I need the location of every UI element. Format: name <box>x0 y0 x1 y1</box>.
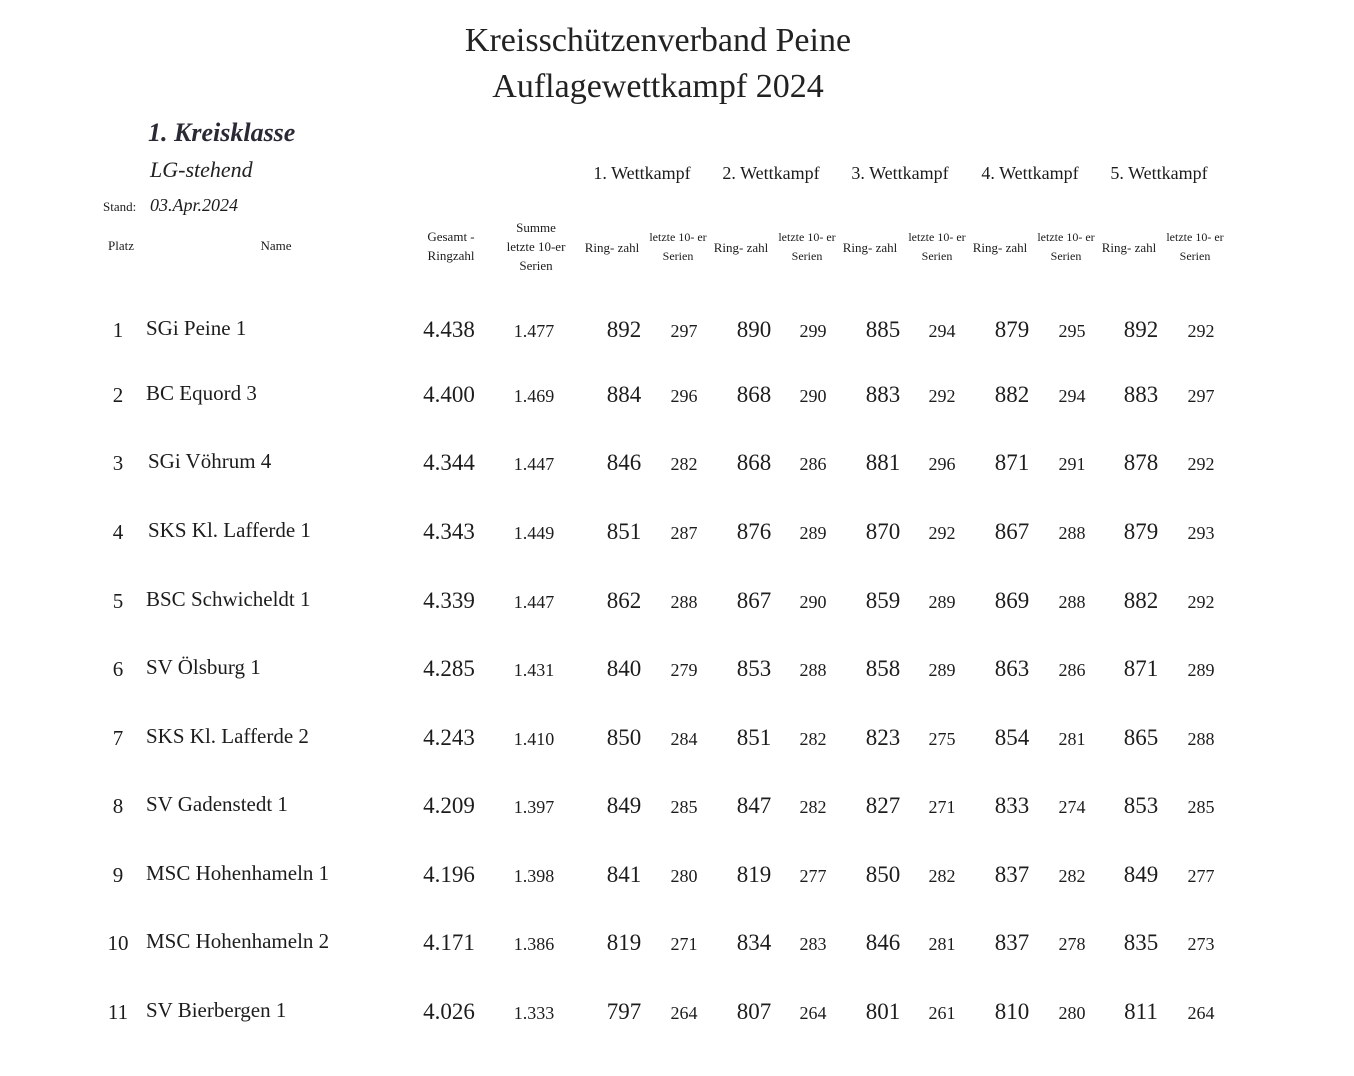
page-subtitle: Auflagewettkampf 2024 <box>492 68 824 105</box>
gesamt-cell: 4.243 <box>423 725 475 750</box>
letzte-serien-cell: 271 <box>670 934 698 954</box>
gesamt-cell: 4.209 <box>423 793 475 818</box>
platz-cell: 10 <box>107 931 129 955</box>
ringzahl-cell: 797 <box>606 999 642 1024</box>
letzte-serien-cell: 297 <box>670 321 698 341</box>
letzte-serien-cell: 264 <box>799 1003 827 1023</box>
letzte-serien-cell: 282 <box>799 797 827 817</box>
ringzahl-cell: 865 <box>1123 725 1159 750</box>
name-cell: SV Bierbergen 1 <box>146 998 287 1022</box>
platz-cell: 8 <box>112 794 124 818</box>
ringzahl-cell: 837 <box>994 930 1030 955</box>
ringzahl-cell: 878 <box>1123 450 1159 475</box>
platz-cell: 3 <box>112 451 124 475</box>
ringzahl-cell: 854 <box>994 725 1030 750</box>
ringzahl-cell: 862 <box>606 588 642 613</box>
column-header-letzte: letzte 10- er Serien <box>649 230 707 263</box>
ringzahl-cell: 823 <box>865 725 901 750</box>
letzte-serien-cell: 281 <box>1058 729 1086 749</box>
letzte-serien-cell: 271 <box>928 797 956 817</box>
name-cell: SGi Peine 1 <box>146 316 247 340</box>
ringzahl-cell: 882 <box>994 382 1030 407</box>
letzte-serien-cell: 281 <box>928 934 956 954</box>
gesamt-cell: 4.400 <box>423 382 475 407</box>
summe-cell: 1.447 <box>513 454 555 474</box>
column-header-name: Name <box>260 238 292 253</box>
summe-cell: 1.398 <box>513 866 555 886</box>
ringzahl-cell: 846 <box>606 450 642 475</box>
letzte-serien-cell: 264 <box>1187 1003 1215 1023</box>
letzte-serien-cell: 279 <box>670 660 698 680</box>
name-cell: SKS Kl. Lafferde 2 <box>146 724 309 748</box>
column-header-gesamt: Gesamt - Ringzahl <box>427 229 475 263</box>
letzte-serien-cell: 292 <box>928 523 956 543</box>
letzte-serien-cell: 283 <box>799 934 827 954</box>
column-header-ringzahl: Ring- zahl <box>842 240 898 255</box>
ringzahl-cell: 851 <box>736 725 772 750</box>
letzte-serien-cell: 290 <box>799 386 827 406</box>
ringzahl-cell: 867 <box>994 519 1030 544</box>
letzte-serien-cell: 294 <box>928 321 956 341</box>
ringzahl-cell: 868 <box>736 450 772 475</box>
stand-date: 03.Apr.2024 <box>150 195 239 215</box>
summe-cell: 1.449 <box>513 523 555 543</box>
gesamt-cell: 4.285 <box>423 656 475 681</box>
ringzahl-cell: 841 <box>606 862 642 887</box>
wettkampf-header: 2. Wettkampf <box>722 163 820 183</box>
letzte-serien-cell: 296 <box>928 454 956 474</box>
letzte-serien-cell: 288 <box>670 592 698 612</box>
letzte-serien-cell: 287 <box>670 523 698 543</box>
ringzahl-cell: 801 <box>865 999 901 1024</box>
letzte-serien-cell: 292 <box>1187 454 1215 474</box>
letzte-serien-cell: 277 <box>799 866 827 886</box>
letzte-serien-cell: 277 <box>1187 866 1215 886</box>
summe-cell: 1.410 <box>513 729 555 749</box>
ringzahl-cell: 883 <box>865 382 901 407</box>
ringzahl-cell: 807 <box>736 999 772 1024</box>
letzte-serien-cell: 296 <box>670 386 698 406</box>
ringzahl-cell: 835 <box>1123 930 1159 955</box>
gesamt-cell: 4.343 <box>423 519 475 544</box>
letzte-serien-cell: 289 <box>1187 660 1215 680</box>
letzte-serien-cell: 288 <box>1187 729 1215 749</box>
wettkampf-header: 1. Wettkampf <box>593 163 691 183</box>
page-title: Kreisschützenverband Peine <box>464 22 852 59</box>
ringzahl-cell: 892 <box>606 317 642 342</box>
ringzahl-cell: 870 <box>865 519 901 544</box>
name-cell: MSC Hohenhameln 2 <box>146 929 330 953</box>
letzte-serien-cell: 282 <box>1058 866 1086 886</box>
name-cell: SV Ölsburg 1 <box>146 655 261 679</box>
letzte-serien-cell: 292 <box>1187 592 1215 612</box>
gesamt-cell: 4.171 <box>423 930 475 955</box>
column-header-letzte: letzte 10- er Serien <box>778 230 836 263</box>
letzte-serien-cell: 280 <box>670 866 698 886</box>
ringzahl-cell: 847 <box>736 793 772 818</box>
letzte-serien-cell: 293 <box>1187 523 1215 543</box>
discipline-label: LG-stehend <box>150 157 253 182</box>
letzte-serien-cell: 282 <box>670 454 698 474</box>
wettkampf-header: 4. Wettkampf <box>981 163 1079 183</box>
ringzahl-cell: 853 <box>1123 793 1159 818</box>
ringzahl-cell: 884 <box>606 382 642 407</box>
summe-cell: 1.469 <box>513 386 555 406</box>
column-header-ringzahl: Ring- zahl <box>584 240 640 255</box>
ringzahl-cell: 819 <box>736 862 772 887</box>
ringzahl-cell: 819 <box>606 930 642 955</box>
letzte-serien-cell: 286 <box>799 454 827 474</box>
wettkampf-header: 3. Wettkampf <box>851 163 949 183</box>
ringzahl-cell: 851 <box>606 519 642 544</box>
letzte-serien-cell: 288 <box>1058 523 1086 543</box>
platz-cell: 11 <box>107 1000 129 1024</box>
letzte-serien-cell: 275 <box>928 729 956 749</box>
ringzahl-cell: 871 <box>994 450 1030 475</box>
letzte-serien-cell: 273 <box>1187 934 1215 954</box>
ringzahl-cell: 869 <box>994 588 1030 613</box>
ringzahl-cell: 879 <box>1123 519 1159 544</box>
column-header-ringzahl: Ring- zahl <box>1101 240 1157 255</box>
ringzahl-cell: 867 <box>736 588 772 613</box>
letzte-serien-cell: 274 <box>1058 797 1086 817</box>
letzte-serien-cell: 280 <box>1058 1003 1086 1023</box>
ringzahl-cell: 810 <box>994 999 1030 1024</box>
summe-cell: 1.333 <box>513 1003 555 1023</box>
name-cell: MSC Hohenhameln 1 <box>146 861 330 885</box>
letzte-serien-cell: 289 <box>799 523 827 543</box>
letzte-serien-cell: 292 <box>928 386 956 406</box>
ringzahl-cell: 850 <box>865 862 901 887</box>
summe-cell: 1.431 <box>513 660 555 680</box>
ringzahl-cell: 881 <box>865 450 901 475</box>
letzte-serien-cell: 290 <box>799 592 827 612</box>
letzte-serien-cell: 285 <box>670 797 698 817</box>
ringzahl-cell: 883 <box>1123 382 1159 407</box>
name-cell: SKS Kl. Lafferde 1 <box>148 518 311 542</box>
letzte-serien-cell: 286 <box>1058 660 1086 680</box>
ringzahl-cell: 863 <box>994 656 1030 681</box>
letzte-serien-cell: 289 <box>928 592 956 612</box>
gesamt-cell: 4.438 <box>423 317 475 342</box>
letzte-serien-cell: 299 <box>799 321 827 341</box>
ringzahl-cell: 850 <box>606 725 642 750</box>
platz-cell: 9 <box>112 863 124 887</box>
letzte-serien-cell: 291 <box>1058 454 1086 474</box>
platz-cell: 2 <box>112 383 124 407</box>
ringzahl-cell: 882 <box>1123 588 1159 613</box>
summe-cell: 1.386 <box>513 934 555 954</box>
letzte-serien-cell: 294 <box>1058 386 1086 406</box>
gesamt-cell: 4.196 <box>423 862 475 887</box>
platz-cell: 4 <box>112 520 124 544</box>
wettkampf-header: 5. Wettkampf <box>1110 163 1208 183</box>
letzte-serien-cell: 288 <box>1058 592 1086 612</box>
name-cell: BC Equord 3 <box>146 381 257 405</box>
stand-label: Stand: <box>103 199 137 214</box>
letzte-serien-cell: 297 <box>1187 386 1215 406</box>
platz-cell: 5 <box>112 589 124 613</box>
letzte-serien-cell: 288 <box>799 660 827 680</box>
ringzahl-cell: 837 <box>994 862 1030 887</box>
ringzahl-cell: 885 <box>865 317 901 342</box>
letzte-serien-cell: 261 <box>928 1003 956 1023</box>
letzte-serien-cell: 292 <box>1187 321 1215 341</box>
ringzahl-cell: 840 <box>606 656 642 681</box>
letzte-serien-cell: 278 <box>1058 934 1086 954</box>
summe-cell: 1.397 <box>513 797 555 817</box>
summe-cell: 1.477 <box>513 321 555 341</box>
ringzahl-cell: 849 <box>606 793 642 818</box>
ringzahl-cell: 811 <box>1124 999 1158 1024</box>
ringzahl-cell: 827 <box>865 793 901 818</box>
column-header-letzte: letzte 10- er Serien <box>1037 230 1095 263</box>
column-header-letzte: letzte 10- er Serien <box>908 230 966 263</box>
platz-cell: 1 <box>112 318 124 342</box>
letzte-serien-cell: 264 <box>670 1003 698 1023</box>
letzte-serien-cell: 282 <box>799 729 827 749</box>
ringzahl-cell: 859 <box>865 588 901 613</box>
klasse-heading: 1. Kreisklasse <box>148 118 296 147</box>
ringzahl-cell: 833 <box>994 793 1030 818</box>
ringzahl-cell: 879 <box>994 317 1030 342</box>
ringzahl-cell: 892 <box>1123 317 1159 342</box>
gesamt-cell: 4.339 <box>423 588 475 613</box>
ringzahl-cell: 868 <box>736 382 772 407</box>
ringzahl-cell: 871 <box>1123 656 1159 681</box>
column-header-ringzahl: Ring- zahl <box>972 240 1028 255</box>
ringzahl-cell: 853 <box>736 656 772 681</box>
ringzahl-cell: 890 <box>736 317 772 342</box>
name-cell: BSC Schwicheldt 1 <box>146 587 311 611</box>
column-header-letzte: letzte 10- er Serien <box>1166 230 1224 263</box>
column-header-ringzahl: Ring- zahl <box>713 240 769 255</box>
summe-cell: 1.447 <box>513 592 555 612</box>
letzte-serien-cell: 285 <box>1187 797 1215 817</box>
letzte-serien-cell: 282 <box>928 866 956 886</box>
gesamt-cell: 4.026 <box>423 999 475 1024</box>
platz-cell: 7 <box>112 726 124 750</box>
name-cell: SGi Vöhrum 4 <box>148 449 272 473</box>
letzte-serien-cell: 284 <box>670 729 698 749</box>
ringzahl-cell: 858 <box>865 656 901 681</box>
name-cell: SV Gadenstedt 1 <box>146 792 288 816</box>
gesamt-cell: 4.344 <box>423 450 475 475</box>
platz-cell: 6 <box>112 657 124 681</box>
ringzahl-cell: 849 <box>1123 862 1159 887</box>
ringzahl-cell: 834 <box>736 930 772 955</box>
column-header-platz: Platz <box>108 238 134 253</box>
ringzahl-cell: 876 <box>736 519 772 544</box>
ringzahl-cell: 846 <box>865 930 901 955</box>
letzte-serien-cell: 289 <box>928 660 956 680</box>
letzte-serien-cell: 295 <box>1058 321 1086 341</box>
column-header-summe: Summe letzte 10-er Serien <box>506 220 566 273</box>
